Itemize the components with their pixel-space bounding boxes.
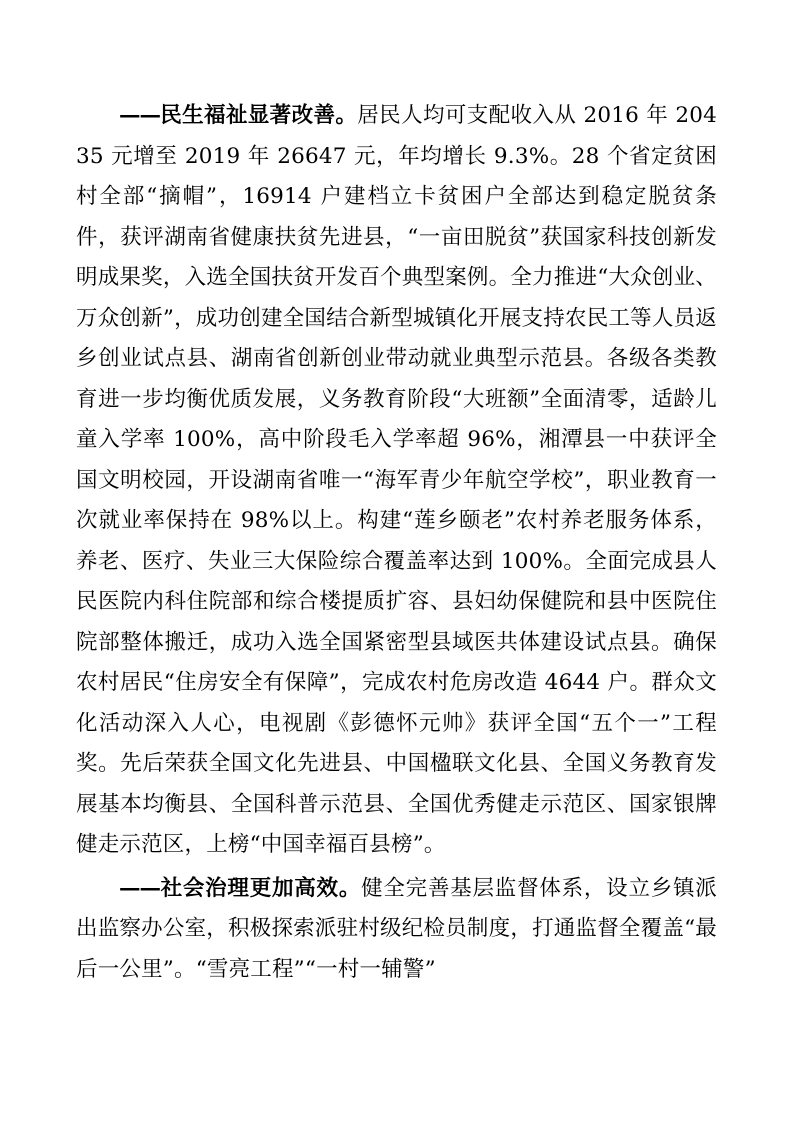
paragraph-text: 健全完善基层监督体系，设立乡镇派出监察办公室，积极探索派驻村级纪检员制度，打通监督全覆盖“最后一公里”。“雪亮工程”“一村一辅警” [76, 875, 718, 982]
paragraph-lead-dash: —— [119, 875, 160, 901]
paragraph-lead-title: 社会治理更加高效。 [160, 875, 362, 901]
paragraph-lead-title: 民生福祉显著改善。 [160, 103, 358, 128]
paragraph-governance [76, 869, 717, 991]
paragraph-livelihood [76, 96, 717, 866]
document-body [76, 96, 717, 990]
paragraph-lead-dash: —— [119, 103, 160, 128]
paragraph-text: 居民人均可支配收入从 2016 年 20435 元增至 2019 年 26647 元，年均增长 9.3%。28 个省定贫困村全部“摘帽”，16914 户建档立卡贫困户全部达到稳定脱贫条件，获评湖南省健康扶贫先进县，“一亩田脱贫”获国家科技创新发明成果奖，入选全国扶贫开发百个典型案例。全力推进“大众创业、万众创新”，成功创建全国结合新型城镇化开展支持农民工等人员返乡创业试点县、湖南省创新创业带动就业典型示范县。各级各类教育进一步均衡优质发展，义务教育阶段“大班额”全面清零，适龄儿童入学率 100%，高中阶段毛入学率超 96%，湘潭县一中获评全国文明校园，开设湖南省唯一“海军青少年航空学校”，职业教育一次就业率保持在 98%以上。构建“莲乡颐老”农村养老服务体系，养老、医疗、失业三大保险综合覆盖率达到 100%。全面完成县人民医院内科住院部和综合楼提质扩容、县妇幼保健院和县中医院住院部整体搬迁，成功入选全国紧密型县域医共体建设试点县。确保农村居民“住房安全有保障”，完成农村危房改造 4644 户。群众文化活动深入人心，电视剧《彭德怀元帅》获评全国“五个一”工程奖。先后荣获全国文化先进县、中国楹联文化县、全国义务教育发展基本均衡县、全国科普示范县、全国优秀健走示范区、国家银牌健走示范区，上榜“中国幸福百县榜”。 [76, 103, 717, 857]
